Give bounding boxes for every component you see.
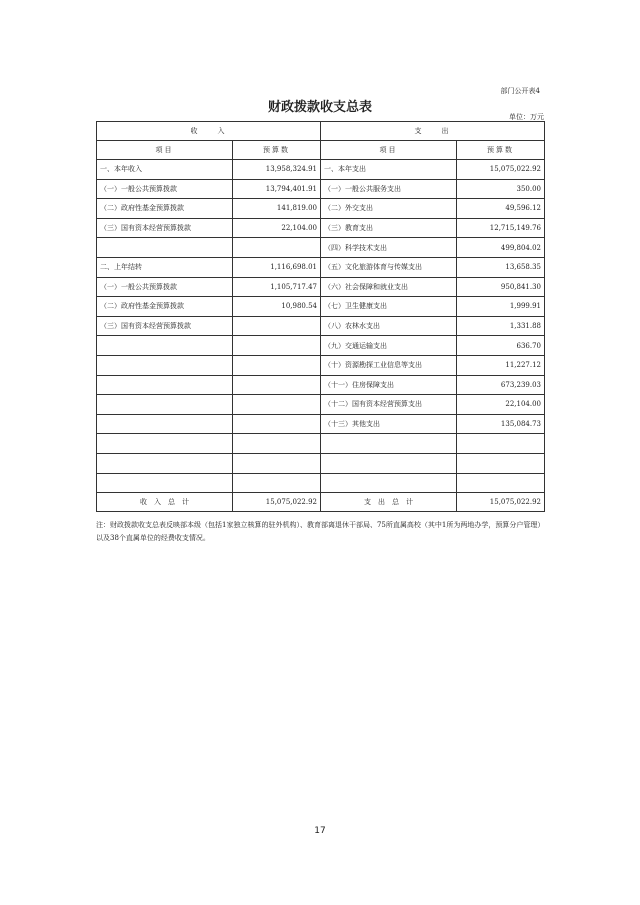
income-value-cell — [233, 316, 321, 336]
section-header-row — [97, 122, 545, 141]
expense-value-cell: 15,075,022.92 — [457, 160, 545, 180]
table-row — [97, 375, 545, 395]
expense-value-cell: 673,239.03 — [457, 375, 545, 395]
income-value-cell — [233, 355, 321, 375]
page-number: 17 — [314, 826, 326, 836]
expense-value-cell: 1,331.88 — [457, 316, 545, 336]
table-row — [97, 199, 545, 219]
table-row — [97, 434, 545, 454]
income-item-cell: 一、本年收入 — [97, 160, 233, 180]
income-value-cell: 13,958,324.91 — [233, 160, 321, 180]
table-row — [97, 395, 545, 415]
income-item-header: 项目 — [97, 141, 233, 160]
expense-item-cell: （十二）国有资本经营预算支出 — [321, 395, 457, 415]
expense-value-cell: 1,999.91 — [457, 297, 545, 317]
income-value-cell: 1,105,717.47 — [233, 277, 321, 297]
income-item-cell: （三）国有资本经营预算拨款 — [97, 316, 233, 336]
expense-value-cell: 636.70 — [457, 336, 545, 356]
income-value-cell — [233, 434, 321, 454]
expense-item-cell: （七）卫生健康支出 — [321, 297, 457, 317]
expense-value-cell: 12,715,149.76 — [457, 218, 545, 238]
expense-item-cell: （十一）住房保障支出 — [321, 375, 457, 395]
income-item-cell — [97, 434, 233, 454]
expense-value-cell: 13,658.35 — [457, 257, 545, 277]
expense-header: 支 出 — [321, 122, 545, 141]
expense-value-cell: 22,104.00 — [457, 395, 545, 415]
expense-value-cell: 950,841.30 — [457, 277, 545, 297]
income-item-cell: 二、上年结转 — [97, 257, 233, 277]
income-value-cell — [233, 414, 321, 434]
income-value-cell: 1,116,698.01 — [233, 257, 321, 277]
table-row — [97, 414, 545, 434]
page-title: 财政拨款收支总表 — [267, 100, 372, 115]
footnote: 注：财政拨款收支总表反映部本级（包括1家独立核算的驻外机构）、教育部离退休干部局、75所直属高校（其中1所为两地办学，预算分户管理）以及38个直属单位的经费收支情况。 — [96, 521, 545, 542]
table-row — [97, 238, 545, 258]
expense-value-cell: 499,804.02 — [457, 238, 545, 258]
expense-item-cell: （二）外交支出 — [321, 199, 457, 219]
income-item-cell — [97, 355, 233, 375]
expense-item-cell: （五）文化旅游体育与传媒支出 — [321, 257, 457, 277]
income-item-cell — [97, 473, 233, 493]
table-row — [97, 277, 545, 297]
table-row — [97, 179, 545, 199]
income-item-cell — [97, 414, 233, 434]
total-row — [97, 493, 545, 512]
expense-item-cell: （三）教育支出 — [321, 218, 457, 238]
income-value-cell — [233, 336, 321, 356]
expense-total-value: 15,075,022.92 — [457, 493, 545, 512]
expense-value-cell — [457, 434, 545, 454]
table-row — [97, 355, 545, 375]
table-row — [97, 316, 545, 336]
expense-item-header: 项目 — [321, 141, 457, 160]
unit-label: 单位：万元 — [509, 113, 544, 121]
expense-item-cell: （八）农林水支出 — [321, 316, 457, 336]
expense-budget-header: 预算数 — [457, 141, 545, 160]
expense-value-cell — [457, 473, 545, 493]
expense-item-cell: （十）资源勘探工业信息等支出 — [321, 355, 457, 375]
table-row — [97, 257, 545, 277]
income-value-cell: 10,980.54 — [233, 297, 321, 317]
income-item-cell: （二）政府性基金预算拨款 — [97, 297, 233, 317]
budget-table — [96, 121, 545, 512]
income-value-cell: 13,794,401.91 — [233, 179, 321, 199]
income-item-cell — [97, 238, 233, 258]
column-header-row — [97, 141, 545, 160]
income-total-label: 收 入 总 计 — [97, 493, 233, 512]
income-value-cell — [233, 238, 321, 258]
expense-item-cell: 一、本年支出 — [321, 160, 457, 180]
expense-item-cell — [321, 453, 457, 473]
expense-value-cell — [457, 453, 545, 473]
expense-item-cell — [321, 473, 457, 493]
expense-value-cell: 49,596.12 — [457, 199, 545, 219]
income-value-cell: 141,819.00 — [233, 199, 321, 219]
income-value-cell — [233, 473, 321, 493]
income-item-cell: （三）国有资本经营预算拨款 — [97, 218, 233, 238]
table-row — [97, 473, 545, 493]
expense-item-cell: （十三）其他支出 — [321, 414, 457, 434]
expense-item-cell — [321, 434, 457, 454]
income-item-cell: （一）一般公共预算拨款 — [97, 277, 233, 297]
income-value-cell — [233, 395, 321, 415]
income-value-cell — [233, 453, 321, 473]
table-row — [97, 297, 545, 317]
income-value-cell — [233, 375, 321, 395]
income-item-cell — [97, 336, 233, 356]
expense-value-cell: 11,227.12 — [457, 355, 545, 375]
table-row — [97, 218, 545, 238]
income-total-value: 15,075,022.92 — [233, 493, 321, 512]
income-budget-header: 预算数 — [233, 141, 321, 160]
income-value-cell: 22,104.00 — [233, 218, 321, 238]
expense-item-cell: （四）科学技术支出 — [321, 238, 457, 258]
expense-value-cell: 135,084.73 — [457, 414, 545, 434]
income-item-cell: （一）一般公共预算拨款 — [97, 179, 233, 199]
table-row — [97, 160, 545, 180]
expense-total-label: 支 出 总 计 — [321, 493, 457, 512]
income-item-cell — [97, 375, 233, 395]
expense-item-cell: （六）社会保障和就业支出 — [321, 277, 457, 297]
expense-item-cell: （九）交通运输支出 — [321, 336, 457, 356]
corner-label: 部门公开表4 — [500, 87, 540, 95]
expense-item-cell: （一）一般公共服务支出 — [321, 179, 457, 199]
table-row — [97, 336, 545, 356]
income-item-cell: （二）政府性基金预算拨款 — [97, 199, 233, 219]
income-item-cell — [97, 395, 233, 415]
income-item-cell — [97, 453, 233, 473]
expense-value-cell: 350.00 — [457, 179, 545, 199]
table-row — [97, 453, 545, 473]
income-header: 收 入 — [97, 122, 321, 141]
